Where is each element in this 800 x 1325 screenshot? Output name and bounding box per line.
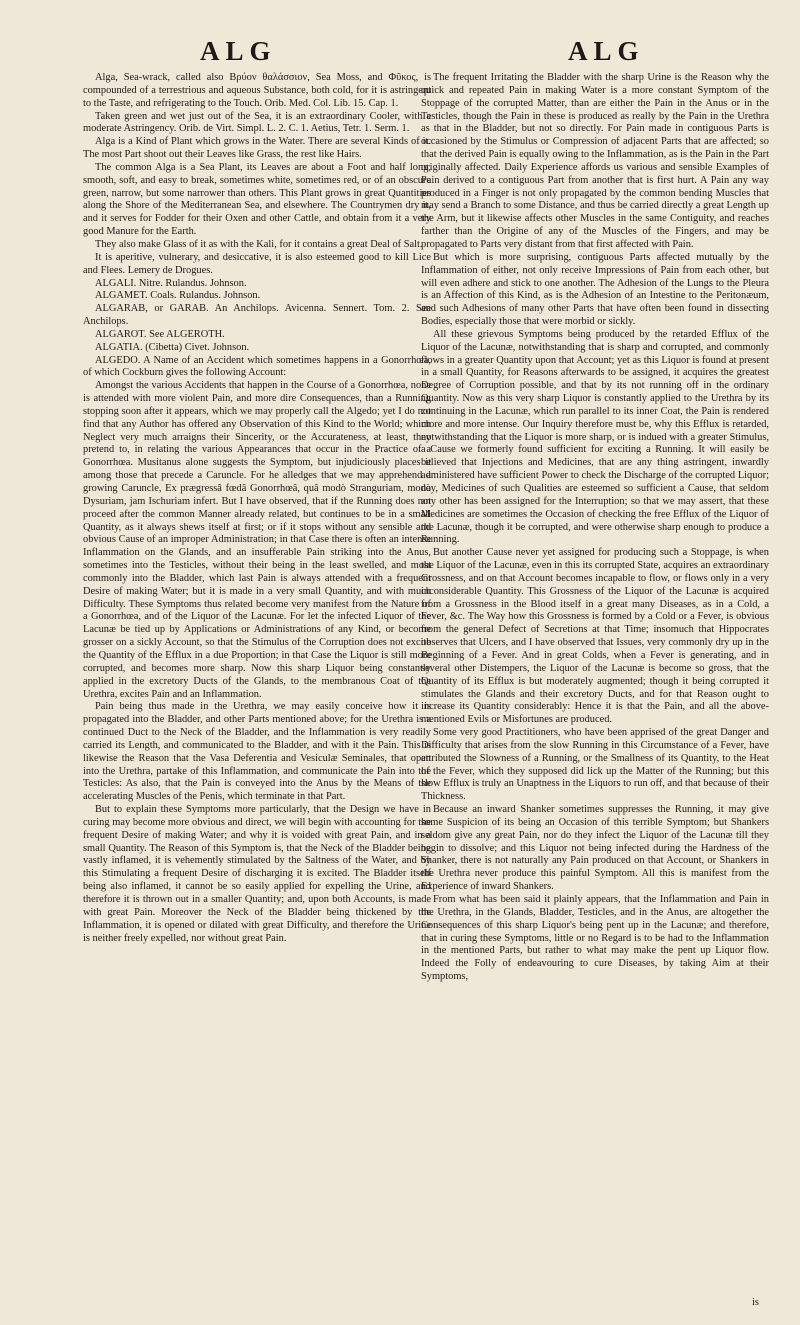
entry-algamet: ALGAMET. Coals. Rulandus. Johnson.: [95, 290, 261, 302]
paragraph: Some very good Practitioners, who have been apprised of the great Danger and Difficulty that arises from the slow Running in this Circumstance of a Fever, have attributed the Slowness of a Running, or the Smallness of its Quantity, to the Heat of the Fever, which they supposed did lick up the Matter of the Running; but this slow Efflux is truly an Unaptness in the Liquors to run off, and that because of their Thickness.: [421, 727, 769, 803]
paragraph: But another Cause never yet assigned for producing such a Stoppage, is when the Liquor of the Lacunæ, even in this its corrupted State, acquires an extraordinary Grossness, and on that Account becomes incapable to flow, or flows only in a very inconsiderable Quantity. This Grossness of the Liquor of the Lacunæ is acquired from a Grossness in the Blood itself in a great many Diseases, as in a Cold, a Fever, &c. The Way how this Grossness is formed by a Cold or a Fever, is obvious from the general Defect of Secretions at that Time; insomuch that Hippocrates observes that Ulcers, and I have observed that Issues, very commonly dry up in the Beginning of a Fever. And in great Colds, when a Fever is generating, and in several other Distempers, the Liquor of the Lacunæ is become so gross, that the Quantity of its Efflux is but moderately augmented; though it being corrupted it stimulates the Glands and their excretory Ducts, and for that Reason ought to increase its Quantity considerably: Hence it is that the Pain, and all the above-mentioned Evils or Misfortunes are produced.: [421, 547, 769, 726]
paragraph: From what has been said it plainly appears, that the Inflammation and Pain in the Urethra, in the Glands, Bladder, Testicles, and in the Anus, are altogether the Consequences of this sharp Liquor's being pent up in the Lacunæ; and therefore, that in curing these Symptoms, little or no Regard is to be had to the Inflammation in the mentioned Parts, but rather to what may make the pent up Liquor flow. Indeed the Folly of endeavouring to cure Diseases, by taking Aim at their Symptoms,: [421, 894, 769, 983]
paragraph: But to explain these Symptoms more particularly, that the Design we have in curing may become more obvious and direct, we will begin with accounting for the frequent Desire of making Water; and why it is voided with great Pain, and in a small Quantity. The Reason of this Symptom is, that the Neck of the Bladder being vastly inflamed, it is vehemently stimulated by the Saltness of the Water, and by this Stimulating a frequent Desire of discharging it is excited. The Bladder itself being also inflamed, it cannot be so easily applied for expelling the Urine, and therefore it is thrown out in a smaller Quantity; and, upon both Accounts, is made with great Pain. Moreover the Neck of the Bladder being thickened by the Inflammation, it is opened or dilated with great Difficulty, and therefore the Urine is neither freely expelled, nor without great Pain.: [83, 804, 431, 944]
left-column: [83, 72, 431, 945]
paragraph: They also make Glass of it as with the Kali, for it contains a great Deal of Salt.: [95, 238, 423, 250]
paragraph: But which is more surprising, contiguous Parts affected mutually by the Inflammation of either, not only receive Impressions of Pain from each other, but will even adhere and stick to one another. The Adhesion of the Lungs to the Pleura is an Affection of this Kind, as is the Adhesion of an Intestine to the Peritonæum, and such Adhesions of many other Parts that have often been found in dissecting Bodies, especially those that were morbid or sickly.: [421, 251, 769, 328]
paragraph: Alga is a Kind of Plant which grows in the Water. There are several Kinds of it. The most Part shoot out their Leaves like Grass, the rest like Hairs.: [83, 136, 431, 161]
paragraph: It is aperitive, vulnerary, and desiccative, it is also esteemed good to kill Lice and Flees. Lemery de Drogues.: [83, 251, 431, 276]
paragraph: Pain being thus made in the Urethra, we may easily conceive how it is propagated into the Bladder, and other Parts mentioned above; for the Urethra is a continued Duct to the Neck of the Bladder, and the Inflammation is very readily carried its Length, and communicated to the Bladder, and with it the Pain. This is likewise the Reason that the Vasa Deferentia and Vesiculæ Seminales, that open into the Urethra, partake of this Inflammation, and communicate the Pain into the Testicles: As also, that the Pain is conveyed into the Anus by the Means of the accelerating Muscles of the Penis, which terminate in that Part.: [83, 701, 431, 803]
catchword: is: [752, 1297, 759, 1308]
paragraph: The frequent Irritating the Bladder with the sharp Urine is the Reason why the quick and repeated Pain in making Water is a more constant Symptom of the Stoppage of the corrupted Matter, than are either the Pain in the Anus or in the Testicles, though the Pain in these is produced as really by the Pain in the Urethra as that in the Bladder, but not so directly. For Pain made in contiguous Parts is occasioned by the Stimulus or Compression of adjacent Parts that are affected; so that the derived Pain is equally owing to the Inflammation, as is the Pain in the Part originally affected. Daily Experience affords us various and sensible Examples of Pain derived to a contiguous Part from another that is first hurt. A Pain any way produced in a Finger is not only propagated by the common bending Muscles that may send a Branch to some Distance, and thus be carried directly a great Length up the Arm, but it likewise affects other Muscles in the same Contiguity, and reaches farther than the Origine of any of the Muscles of the Fingers, and may be propagated to Parts very distant from that first affected with Pain.: [421, 72, 769, 250]
running-head-left: ALG: [200, 36, 277, 66]
paragraph: Amongst the various Accidents that happen in the Course of a Gonorrhœa, none is attended with more violent Pain, and more dire Consequences, than a Running stopping soon after it appears, which we may properly call the Algedo; yet I do not find that any Author has offered any Observation of this Kind to the World; which Neglect very much arraigns their Sincerity, or the Accurateness, at least, they pretend to, in relating the various Appearances that occur in the Practice of a Gonorrhœa. Musitanus alone suggests the Symptom, but injudiciously places it among those that precede a Caruncle. For he alledges that we may apprehend a growing Caruncle, Ex prægressâ fœdâ Gonorrhœâ, quâ modò Stranguriam, modò Dysuriam, jam Ischuriam infert. But I have observed, that if the Running does not proceed after the common Manner already related, but continues to be in a small Quantity, as it always shews itself at first; or if it stops without any sensible and obvious Cause of an improper Administration; in that Case there is often an intense Inflammation on the Glands, and an insufferable Pain striking into the Anus, sometimes into the Testicles, without their being in the least swelled, and most commonly into the Bladder, which last Pain is always attended with a frequent Desire of making Water; but it is made in a very small Quantity, and with much Difficulty. These Symptoms thus related become very manifest from the Nature of a Gonorrhœa, and of the Liquor of the Lacunæ. For let the infected Liquor of the Lacunæ be tied up by Applications or Administrations of any Kind, or become grosser on a sickly Account, so that the Stimulus of the Corruption does not excite the Quantity of the Efflux in a due Proportion; in that Case the Liquor is still more corrupted, and becomes more sharp. Now this sharp Liquor being constantly applied in the excretory Ducts of the Glands, to the membranous Coat of the Urethra, excites Pain and an Inflammation.: [83, 380, 431, 700]
running-head-right: ALG: [568, 36, 645, 66]
paragraph: All these grievous Symptoms being produced by the retarded Efflux of the Liquor of the Lacunæ, notwithstanding that is sharp and corrupted, and commonly flows in a greater Quantity upon that Account; yet as this Liquor is found at present in a small Quantity, for Reasons afterwards to be assigned, it acquires the greatest Degree of Corruption possible, and that by its not running off in the ordinary Quantity. Now as this very sharp Liquor is constantly applied to the Urethra by its continuing in the Lacunæ, which run parallel to its inner Coat, the Pain is rendered more and more intense. Our Inquiry therefore must be, why this Efflux is retarded, notwithstanding that the Liquor is more sharp, or is indued with a greater Stimulus, a Cause we formerly found sufficient for exciting a Running. It will easily be believed that Injections and Medicines, that are any thing astringent, inwardly administered have sufficient Power to check the Discharge of the corrupted Liquor; nay, Medicines of such Qualities are esteemed so sufficient a Cause, that seldom any other has been assigned for the Interruption; so that we may assert, that these Medicines are sometimes the Occasion of checking the free Efflux of the Liquor of the Lacunæ, though it be corrupted, and were otherwise sharp enough to produce a Running.: [421, 328, 769, 546]
entry-algedo: ALGEDO. A Name of an Accident which sometimes happens in a Gonorrhœa, of which Cockburn gives the following Account:: [83, 354, 431, 379]
entry-algali: ALGALI. Nitre. Rulandus. Johnson.: [95, 277, 247, 289]
paragraph: Alga, Sea-wrack, called also Βρύον θαλάσσιον, Sea Moss, and Φῦκος, is compounded of a terrestrious and aqueous Substance, both cold, for it is astringent to the Taste, and refrigerating to the Touch. Orib. Med. Col. Lib. 15. Cap. 1.: [83, 72, 431, 109]
paragraph: The common Alga is a Sea Plant, its Leaves are about a Foot and half long, smooth, soft, and easy to break, sometimes white, sometimes red, or of an obscure green, narrow, but some narrower than others. This Plant grows in great Quantities along the Shore of the Mediterranean Sea, and elsewhere. The Countrymen dry it, and it serves for Fodder for their Oxen and other Cattle, and obtain from it a very good Manure for the Earth.: [83, 161, 431, 238]
paragraph: Because an inward Shanker sometimes suppresses the Running, it may give some Suspicion of its being an Occasion of this terrible Symptom; but Shankers seldom give any great Pain, nor do they infect the Liquor of the Lacunæ till they begin to dissolve; and this Liquor not being infected during the Hardness of the Shanker, there is not naturally any Pain produced on that Account, or Shankers in the Urethra never produce this painful Symptom. All this is manifest from the Experience of inward Shankers.: [421, 804, 769, 893]
entry-algarab: ALGARAB, or GARAB. An Anchilops. Avicenna. Sennert. Tom. 2. See Anchilops.: [83, 303, 431, 328]
paragraph: Taken green and wet just out of the Sea, it is an extraordinary Cooler, with a moderate Astringency. Orib. de Virt. Simpl. L. 2. C. 1. Aetius, Tetr. 1. Serm. 1.: [83, 110, 431, 135]
entry-algarot: ALGAROT. See ALGEROTH.: [95, 328, 225, 340]
entry-algatia: ALGATIA. (Cibetta) Civet. Johnson.: [95, 341, 250, 353]
right-column: [421, 72, 769, 984]
